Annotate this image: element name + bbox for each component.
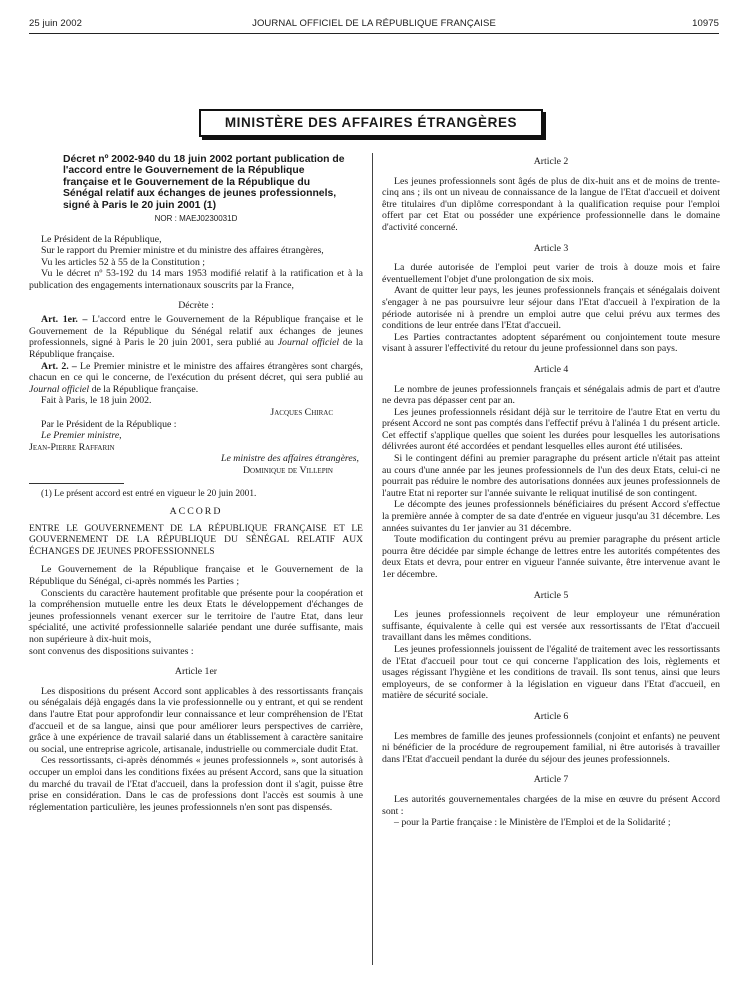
decree-para: Le Président de la République, xyxy=(41,233,162,245)
preamble-para: sont convenus des dispositions suivantes : xyxy=(29,645,194,657)
article-label: Art. 1er. – xyxy=(41,314,88,326)
decree-para: Vu les articles 52 à 55 de la Constitution ; xyxy=(41,256,206,268)
decree-article-1 xyxy=(29,314,363,360)
journal-officiel-ref: Journal officiel xyxy=(277,337,340,349)
article-title: Article 6 xyxy=(533,710,569,722)
journal-officiel-ref: Journal officiel xyxy=(29,383,90,395)
page-number: 10975 xyxy=(692,18,719,29)
article-title: Article 4 xyxy=(533,363,569,375)
decrete-heading: Décrète : xyxy=(178,299,214,311)
article-para: Avant de quitter leur pays, les jeunes professionnels français et sénégalais doivent s'engager à ne pas poursuivre leur séjour dans l'Etat d'accueil à l'expiration de la période autorisée ni à prendre un emploi autre que celui prévu aux termes des conditions de leur entrée dans l'Etat d'accueil. xyxy=(382,285,720,332)
article-list-item: – pour la Partie française : le Ministère de l'Emploi et de la Solidarité ; xyxy=(394,817,671,829)
nor-reference: NOR : MAEJ0230031D xyxy=(154,214,238,224)
header-divider xyxy=(29,33,719,34)
header-date: 25 juin 2002 xyxy=(29,18,82,29)
article-para: Le nombre de jeunes professionnels français et sénégalais admis de part et d'autre ne devra pas dépasser cent par an. xyxy=(382,383,720,407)
par-le-president: Par le Président de la République : xyxy=(41,418,177,430)
article-para: Les jeunes professionnels résidant déjà sur le territoire de l'autre Etat en vertu du présent Accord ne sont pas comptés dans l'effectif prévu à l'alinéa 1 du présent article. Cet effectif s'applique quelles que soient les durées pour lesquelles les autorisations délivrées auront été accordées et pendant lesquelles elles auront été utilisées. xyxy=(382,406,720,453)
article-title: Article 1er xyxy=(174,666,218,678)
left-column xyxy=(29,154,363,813)
article-para: Si le contingent défini au premier paragraphe du présent article n'était pas atteint au cours d'une année par les jeunes professionnels de l'un des deux Etats, celui-ci ne pourrait pas réduire le nombre des autorisations données aux jeunes professionnels de l'autre Etat ni reporter sur l'année suivante le reliquat inutilisé de son contingent. xyxy=(382,453,720,499)
decree-para: Vu le décret nº 53-192 du 14 mars 1953 modifié relatif à la ratification et à la publication des engagements internationaux souscrits par la France, xyxy=(29,268,363,291)
article-title: Article 2 xyxy=(533,156,569,167)
article-para: Toute modification du contingent prévu au premier paragraphe du présent article pourra être décidée par simple échange de lettres entre les autorités compétentes des deux Etats et devra, pour entrer en vigueur l'année suivante, être intervenue avant le 1er décembre. xyxy=(382,534,720,580)
journal-title: JOURNAL OFFICIEL DE LA RÉPUBLIQUE FRANÇAISE xyxy=(252,18,496,29)
column-divider xyxy=(372,153,373,965)
ministry-heading: MINISTÈRE DES AFFAIRES ÉTRANGÈRES xyxy=(199,109,543,137)
article-para: Les autorités gouvernementales chargées de la mise en œuvre du présent Accord sont : xyxy=(382,793,720,817)
article-para: Les dispositions du présent Accord sont applicables à des ressortissants français ou sénégalais déjà engagés dans la vie professionnelle ou y entrant, et qui se rendent dans l'autre Etat pour approfondir leur connaissance et leur compréhension de l'Etat d'accueil et de sa langue, ainsi que pour améliorer leurs perspectives de carrière, grâce à une expérience de travail salarié dans un établissement à caractère sanitaire ou social, une entreprise agricole, artisanale, industrielle ou commerciale dudit Etat. xyxy=(29,685,363,755)
fait-a-paris: Fait à Paris, le 18 juin 2002. xyxy=(41,395,152,407)
right-column xyxy=(382,154,720,829)
article-para: Ces ressortissants, ci-après dénommés « jeunes professionnels », sont autorisés à occuper un emploi dans les conditions fixées au présent Accord, sans que la situation du marché du travail de l'Etat d'accueil, dans la profession dont il s'agit, puisse être prise en considération. Dans le cas de professions dont l'accès est soumis à une réglementation particulière, les jeunes professionnels n'en sont pas dispensés. xyxy=(29,755,363,813)
article-para: Les Parties contractantes adoptent séparément ou conjointement toute mesure visant à assurer l'effectivité du retour du jeune professionnel dans son pays. xyxy=(382,331,720,355)
footnote: (1) Le présent accord est entré en vigueur le 20 juin 2001. xyxy=(41,488,257,499)
pm-name: Jean-Pierre Raffarin xyxy=(29,441,115,453)
article-para: Les jeunes professionnels sont âgés de plus de dix-huit ans et de moins de trente-cinq ans ; ils ont un niveau de connaissance de la langue de l'Etat d'accueil et doivent être titulaires d'un diplôme correspondant à la qualification requise pour l'emploi offert par cet Etat ou posséder une expérience professionnelle dans le domaine d'activité concerné. xyxy=(382,175,720,233)
accord-heading: ACCORD xyxy=(169,506,223,518)
article-title: Article 7 xyxy=(533,774,569,786)
decree-title: Décret nº 2002-940 du 18 juin 2002 portant publication de l'accord entre le Gouvernement de la République française et le Gouvernement de la République du Sénégal relatif aux échanges de jeunes professionnels, signé à Paris le 20 juin 2001 (1) xyxy=(63,154,345,211)
accord-parties: ENTRE LE GOUVERNEMENT DE LA RÉPUBLIQUE FRANÇAISE ET LE GOUVERNEMENT DE LA RÉPUBLIQUE DU SÉNÉGAL RELATIF AUX ÉCHANGES DE JEUNES PROFESSIONNELS xyxy=(29,523,363,557)
article-para: Le décompte des jeunes professionnels bénéficiaires du présent Accord s'effectue la première année à compter de sa date d'entrée en vigueur jusqu'au 31 décembre. Les années suivantes du 1er janvier au 31 décembre. xyxy=(382,499,720,534)
decree-article-2 xyxy=(29,361,363,396)
decree-para: Sur le rapport du Premier ministre et du ministre des affaires étrangères, xyxy=(41,245,324,257)
article-text: de la République française. xyxy=(89,383,199,395)
mae-name: Dominique de Villepin xyxy=(242,464,333,476)
article-title: Article 3 xyxy=(533,242,569,254)
article-label: Art. 2. – xyxy=(41,360,77,372)
article-para: Les membres de famille des jeunes professionnels (conjoint et enfants) ne peuvent ni bénéficier de la procédure de regroupement familial, ni être autorisés à travailler dans l'Etat d'accueil pendant la durée du séjour des jeunes professionnels. xyxy=(382,730,720,765)
article-text: Le Premier ministre et le ministre des affaires étrangères sont chargés, chacun en ce qui le concerne, de l'exécution du présent décret, qui sera publié au xyxy=(29,360,363,384)
article-para: La durée autorisée de l'emploi peut varier de trois à douze mois et faire éventuellement l'objet d'une prolongation de six mois. xyxy=(382,262,720,285)
article-para: Les jeunes professionnels jouissent de l'égalité de traitement avec les ressortissants de l'Etat d'accueil pour tout ce qui concerne l'application des lois, règlements et usages régissant l'hygiène et les conditions de travail. Ils sont tenus, ainsi que leurs employeurs, de se conformer à la législation en vigueur dans l'Etat d'accueil, en matière de sécurité sociale. xyxy=(382,643,720,702)
signature-president: Jacques Chirac xyxy=(270,406,333,418)
pm-title: Le Premier ministre, xyxy=(41,430,122,442)
mae-title: Le ministre des affaires étrangères, xyxy=(221,453,359,465)
article-title: Article 5 xyxy=(533,589,569,601)
article-text: L'accord entre le Gouvernement de la République française et le Gouvernement de la République du Sénégal relatif aux échanges de jeunes professionnels, signé à Paris le 20 juin 2001, sera publié au xyxy=(29,314,363,349)
footnote-divider xyxy=(29,483,124,484)
article-text: de la République française. xyxy=(29,337,363,360)
article-para: Les jeunes professionnels reçoivent de leur employeur une rémunération suffisante, équivalente à celle qui est versée aux ressortissants de l'Etat d'accueil travaillant dans les mêmes conditions. xyxy=(382,609,720,644)
preamble-para: Le Gouvernement de la République française et le Gouvernement de la République du Sénégal, ci-après nommés les Parties ; xyxy=(29,564,363,588)
preamble-para: Conscients du caractère hautement profitable que présente pour la coopération et la compréhension mutuelle entre les deux Etats le développement d'échanges de jeunes professionnels venant exercer sur le territoire de l'autre Etat, dans leur spécialité, une activité professionnelle salariée pendant une durée suffisante, mais non supérieure à dix-huit mois, xyxy=(29,587,363,646)
